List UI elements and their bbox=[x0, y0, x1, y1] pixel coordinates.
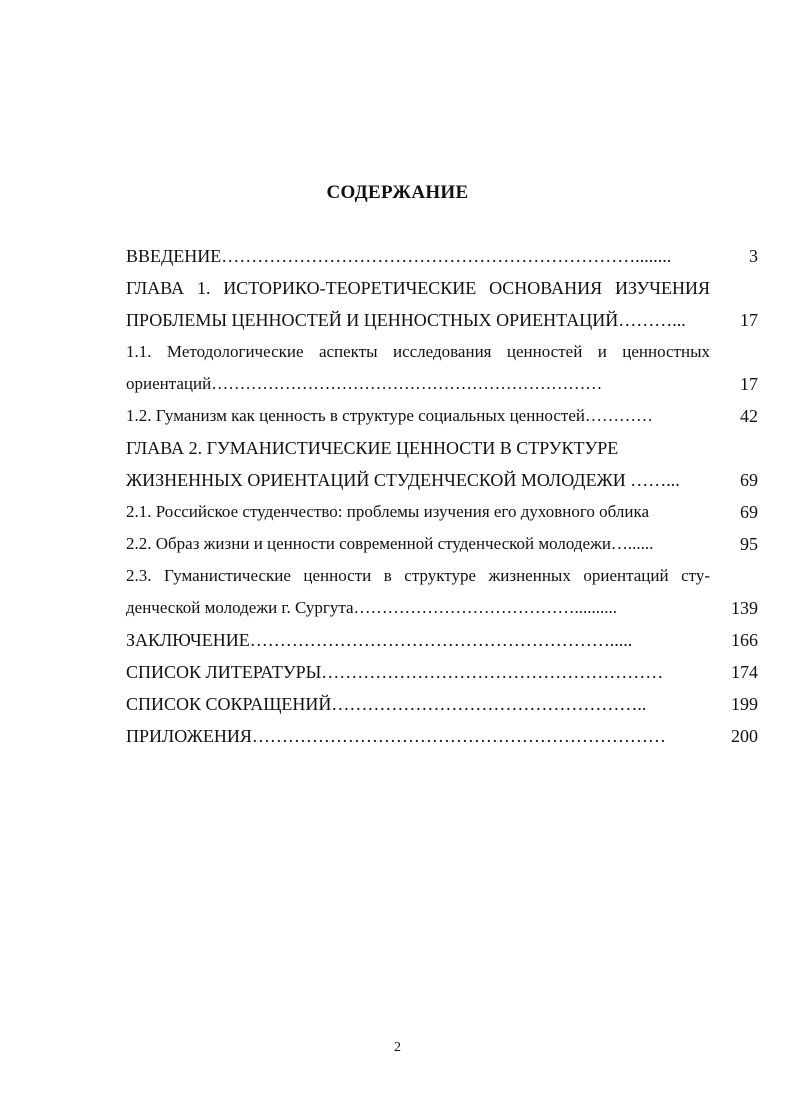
toc-page-number: 3 bbox=[749, 246, 758, 266]
toc-page-number: 166 bbox=[731, 630, 758, 650]
toc-page-number: 95 bbox=[740, 534, 758, 554]
toc-entry-text: ПРОБЛЕМЫ ЦЕННОСТЕЙ И ЦЕННОСТНЫХ ОРИЕНТАЦИЙ………... bbox=[126, 310, 686, 330]
toc-page-number: 69 bbox=[740, 502, 758, 522]
toc-entry-chapter1-line1[interactable] bbox=[126, 272, 758, 304]
toc-page-number: 69 bbox=[740, 470, 758, 490]
toc-entry-text: ПРИЛОЖЕНИЯ…………………………………………………………… bbox=[126, 726, 666, 746]
toc-entry-section11-line2[interactable] bbox=[126, 368, 758, 400]
toc-entry-intro[interactable] bbox=[126, 240, 758, 272]
toc-entry-text: 2.2. Образ жизни и ценности современной студенческой молодежи…...... bbox=[126, 534, 654, 553]
toc-entry-text: СПИСОК ЛИТЕРАТУРЫ………………………………………………… bbox=[126, 662, 664, 682]
toc-entry-chapter1-line2[interactable] bbox=[126, 304, 758, 336]
page-title: СОДЕРЖАНИЕ bbox=[326, 182, 469, 203]
toc-entry-section22[interactable] bbox=[126, 528, 758, 560]
toc-entry-appendices[interactable] bbox=[126, 720, 758, 752]
toc-entry-literature[interactable] bbox=[126, 656, 758, 688]
toc-entry-text: 2.1. Российское студенчество: проблемы изучения его духовного облика bbox=[126, 502, 650, 521]
toc-page-number: 17 bbox=[740, 374, 758, 394]
toc-entry-text: денческой молодежи г. Сургута………………………………….......... bbox=[126, 598, 618, 617]
toc-entry-text: ЗАКЛЮЧЕНИЕ……………………………………………………..... bbox=[126, 630, 633, 650]
toc-entry-section23-line2[interactable] bbox=[126, 592, 758, 624]
toc-page-number: 139 bbox=[731, 598, 758, 618]
toc-entry-text: ЖИЗНЕННЫХ ОРИЕНТАЦИЙ СТУДЕНЧЕСКОЙ МОЛОДЕЖИ ……... bbox=[126, 470, 680, 490]
toc-entry-text: 1.1. Методологические аспекты исследования ценностей и ценностных bbox=[126, 342, 710, 361]
toc-entry-section23-line1[interactable] bbox=[126, 560, 758, 592]
toc-entry-text: ГЛАВА 2. ГУМАНИСТИЧЕСКИЕ ЦЕННОСТИ В СТРУКТУРЕ bbox=[126, 438, 619, 458]
toc-entry-section11-line1[interactable] bbox=[126, 336, 758, 368]
toc-entry-section21[interactable] bbox=[126, 496, 758, 528]
toc-entry-section12[interactable] bbox=[126, 400, 758, 432]
toc-page-number: 42 bbox=[740, 406, 758, 426]
toc-entry-conclusion[interactable] bbox=[126, 624, 758, 656]
toc-entry-abbreviations[interactable] bbox=[126, 688, 758, 720]
toc-page-number: 199 bbox=[731, 694, 758, 714]
toc-entry-text: ВВЕДЕНИЕ……………………………………………………………........ bbox=[126, 246, 672, 266]
toc-entry-text: ориентаций…………………………………………………………… bbox=[126, 374, 603, 393]
toc-entry-text: 2.3. Гуманистические ценности в структуре жизненных ориентаций сту- bbox=[126, 566, 710, 585]
toc-page-number: 174 bbox=[731, 662, 758, 682]
toc-page-number: 200 bbox=[731, 726, 758, 746]
toc-entry-text: ГЛАВА 1. ИСТОРИКО-ТЕОРЕТИЧЕСКИЕ ОСНОВАНИЯ ИЗУЧЕНИЯ bbox=[126, 278, 710, 298]
toc-entry-text: СПИСОК СОКРАЩЕНИЙ…………………………………………….. bbox=[126, 694, 647, 714]
toc-entry-chapter2-line1[interactable] bbox=[126, 432, 758, 464]
toc-page-number: 17 bbox=[740, 310, 758, 330]
page-number: 2 bbox=[394, 1040, 401, 1055]
toc-entry-chapter2-line2[interactable] bbox=[126, 464, 758, 496]
toc-entry-text: 1.2. Гуманизм как ценность в структуре социальных ценностей………… bbox=[126, 406, 653, 425]
